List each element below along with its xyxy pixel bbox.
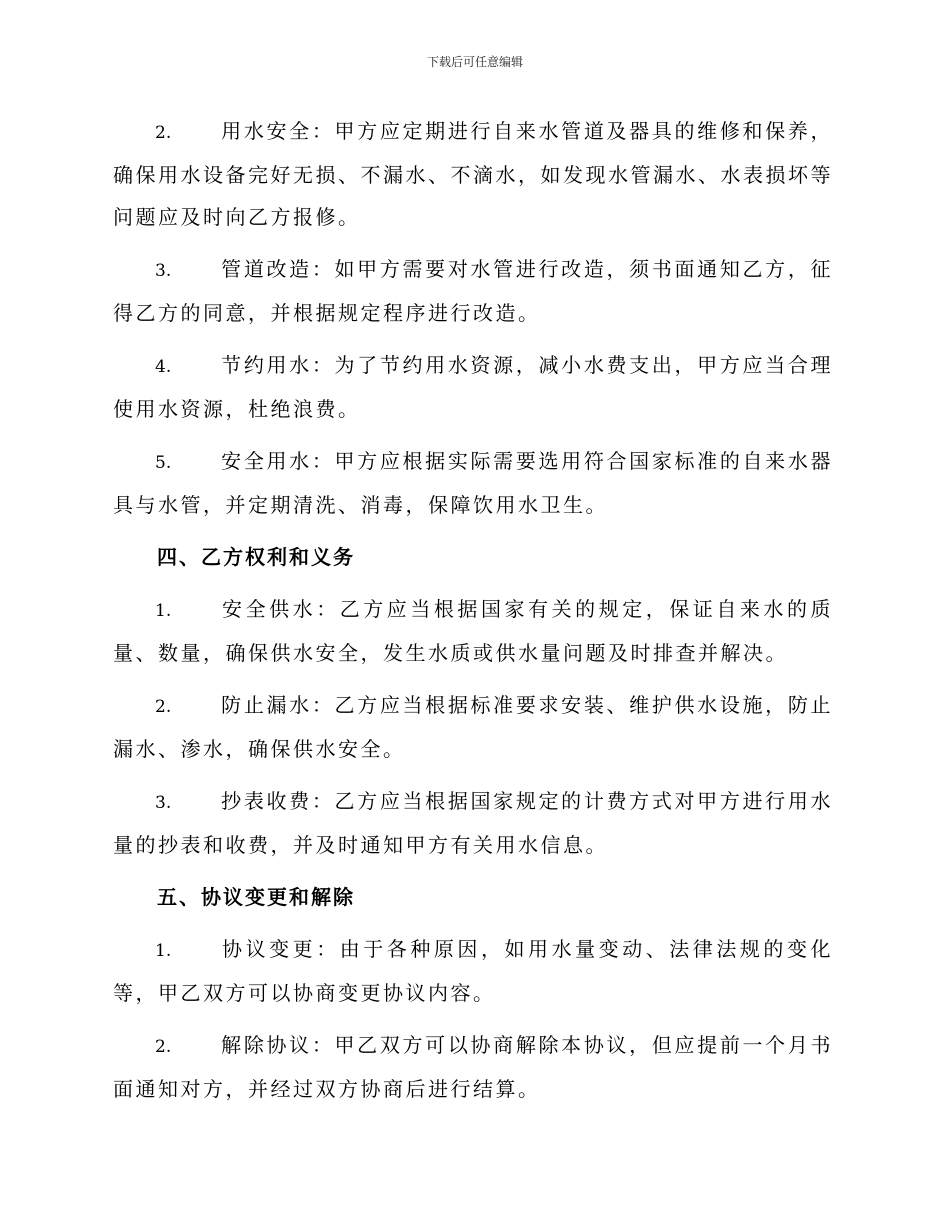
item-number: 1.: [155, 941, 172, 961]
item-number: 1.: [155, 601, 172, 621]
item-number: 4.: [155, 357, 172, 377]
item-number: 3.: [155, 793, 172, 813]
item-number: 5.: [155, 453, 172, 473]
list-item: [113, 684, 833, 770]
item-text: 解除协议：甲乙双方可以协商解除本协议，但应提前一个月书面通知对方，并经过双方协商后进行结算。: [113, 1033, 833, 1101]
item-number: 2.: [155, 123, 172, 143]
item-text: 防止漏水：乙方应当根据标准要求安装、维护供水设施，防止漏水、渗水，确保供水安全。: [113, 693, 833, 761]
list-item: [113, 110, 833, 238]
list-item: [113, 1024, 833, 1110]
document-body: [113, 110, 833, 1120]
item-text: 管道改造：如甲方需要对水管进行改造，须书面通知乙方，征得乙方的同意，并根据规定程序进行改造。: [113, 257, 833, 325]
list-item: [113, 440, 833, 526]
item-text: 安全供水：乙方应当根据国家有关的规定，保证自来水的质量、数量，确保供水安全，发生水质或供水量问题及时排查并解决。: [113, 597, 833, 665]
item-text: 协议变更：由于各种原因，如用水量变动、法律法规的变化等，甲乙双方可以协商变更协议内容。: [113, 937, 833, 1005]
item-number: 3.: [155, 261, 172, 281]
item-number: 2.: [155, 697, 172, 717]
list-item: [113, 344, 833, 430]
item-text: 用水安全：甲方应定期进行自来水管道及器具的维修和保养，确保用水设备完好无损、不漏水、不滴水，如发现水管漏水、水表损坏等问题应及时向乙方报修。: [113, 119, 833, 229]
page-header: 下载后可任意编辑: [426, 55, 523, 69]
list-item: [113, 588, 833, 674]
item-text: 抄表收费：乙方应当根据国家规定的计费方式对甲方进行用水量的抄表和收费，并及时通知甲方有关用水信息。: [113, 789, 833, 857]
section-heading: 四、乙方权利和义务: [157, 545, 355, 569]
section-heading: 五、协议变更和解除: [157, 885, 355, 909]
list-item: [113, 780, 833, 866]
item-text: 节约用水：为了节约用水资源，减小水费支出，甲方应当合理使用水资源，杜绝浪费。: [113, 353, 833, 421]
list-item: [113, 248, 833, 334]
item-text: 安全用水：甲方应根据实际需要选用符合国家标准的自来水器具与水管，并定期清洗、消毒，保障饮用水卫生。: [113, 449, 833, 517]
item-number: 2.: [155, 1037, 172, 1057]
list-item: [113, 928, 833, 1014]
